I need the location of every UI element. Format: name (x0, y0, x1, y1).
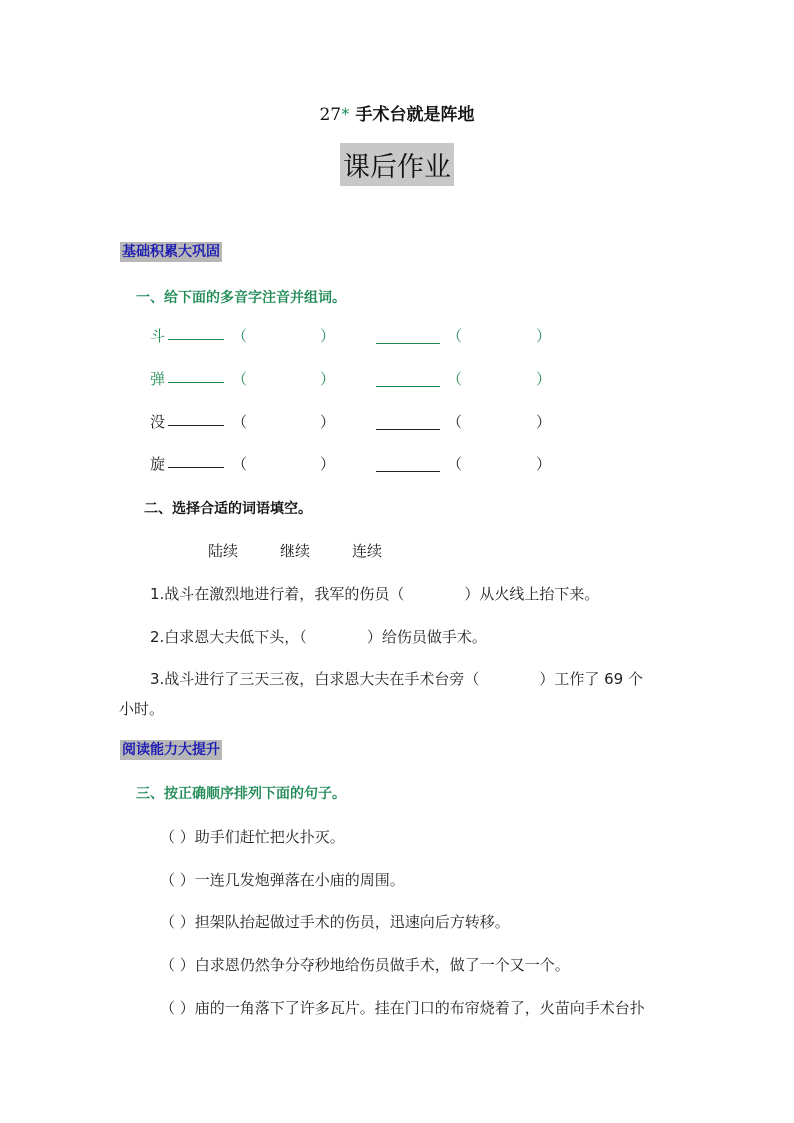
order-bracket[interactable]: （ ） (160, 871, 195, 889)
q1-heading: 一、给下面的多音字注音并组词。 (136, 290, 346, 306)
q2-sentence-continuation: 小时。 (119, 700, 165, 718)
pinyin-blank[interactable] (376, 411, 440, 430)
choice-word: 继续 (280, 542, 311, 560)
q1-char: 没 (150, 413, 166, 431)
q2-sentence: 1.战斗在激烈地进行着，我军的伤员（ ）从火线上抬下来。 (150, 585, 600, 603)
q2-heading: 二、选择合适的词语填空。 (144, 501, 312, 517)
open-paren: （ (447, 413, 463, 431)
order-item: （ ）助手们赶忙把火扑灭。 (160, 828, 345, 846)
order-item: （ ）白求恩仍然争分夺秒地给伤员做手术，做了一个又一个。 (160, 956, 570, 974)
close-paren: ） (320, 370, 336, 388)
q2-sentence: 2.白求恩大夫低下头，（ ）给伤员做手术。 (150, 628, 487, 646)
order-bracket[interactable]: （ ） (160, 913, 195, 931)
q1-row (150, 325, 570, 347)
section-basic-banner: 基础积累大巩固 (122, 244, 220, 260)
open-paren: （ (447, 455, 463, 473)
open-paren: （ (447, 327, 463, 345)
close-paren: ） (320, 327, 336, 345)
pinyin-blank[interactable] (376, 325, 440, 344)
homework-subtitle: 课后作业 (340, 143, 454, 186)
pinyin-blank[interactable] (376, 368, 440, 387)
q1-row (150, 453, 570, 475)
close-paren: ） (320, 455, 336, 473)
word-choices (208, 540, 424, 561)
choice-word: 连续 (352, 542, 383, 560)
order-bracket[interactable]: （ ） (160, 999, 195, 1017)
q1-row (150, 368, 570, 390)
close-paren: ） (320, 413, 336, 431)
pinyin-blank[interactable] (168, 325, 224, 340)
order-bracket[interactable]: （ ） (160, 956, 195, 974)
order-bracket[interactable]: （ ） (160, 828, 195, 846)
order-item: （ ）担架队抬起做过手术的伤员，迅速向后方转移。 (160, 913, 510, 931)
pinyin-blank[interactable] (168, 368, 224, 383)
q2-sentence: 3.战斗进行了三天三夜，白求恩大夫在手术台旁（ ）工作了 69 个 (150, 670, 643, 688)
close-paren: ） (536, 327, 552, 345)
q1-row (150, 411, 570, 433)
open-paren: （ (232, 327, 248, 345)
q1-char: 旋 (150, 455, 166, 473)
page-title (0, 100, 794, 125)
q1-char: 斗 (150, 327, 166, 345)
pinyin-blank[interactable] (168, 411, 224, 426)
order-item: （ ）一连几发炮弹落在小庙的周围。 (160, 871, 405, 889)
close-paren: ） (536, 455, 552, 473)
order-item: （ ）庙的一角落下了许多瓦片。挂在门口的布帘烧着了，火苗向手术台扑 (160, 999, 645, 1017)
open-paren: （ (232, 370, 248, 388)
open-paren: （ (447, 370, 463, 388)
lesson-number: 27 (319, 105, 342, 125)
close-paren: ） (536, 413, 552, 431)
section-reading-banner: 阅读能力大提升 (122, 742, 220, 758)
star-mark: * (341, 105, 350, 125)
pinyin-blank[interactable] (376, 453, 440, 472)
choice-word: 陆续 (208, 542, 239, 560)
open-paren: （ (232, 413, 248, 431)
lesson-title: 手术台就是阵地 (355, 105, 475, 125)
pinyin-blank[interactable] (168, 453, 224, 468)
q3-heading: 三、按正确顺序排列下面的句子。 (136, 786, 346, 802)
q1-char: 弹 (150, 370, 166, 388)
open-paren: （ (232, 455, 248, 473)
close-paren: ） (536, 370, 552, 388)
